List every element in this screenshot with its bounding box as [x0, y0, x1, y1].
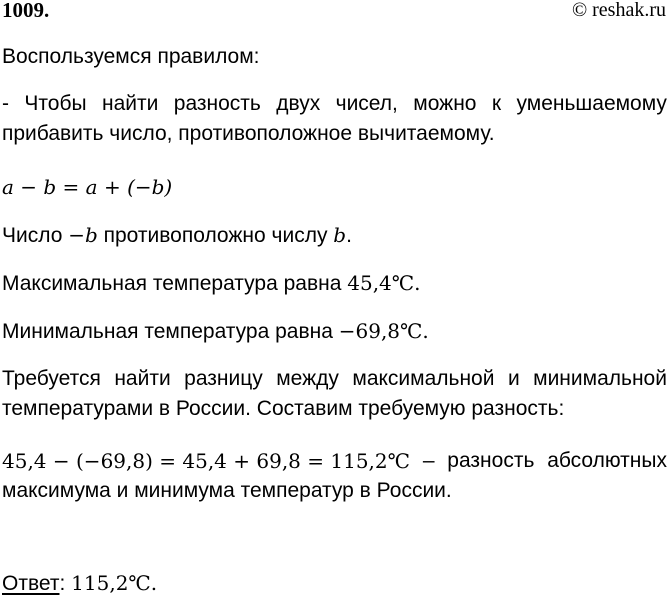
- rule-word: разность: [173, 92, 261, 115]
- opposite-var-neg-b: [68, 223, 98, 247]
- task-word: между: [276, 367, 339, 390]
- formula-text: a − b = a + (−b): [2, 175, 173, 199]
- opposite-middle: противоположно числу: [97, 224, 334, 247]
- intro-text: Воспользуемся правилом:: [2, 45, 260, 68]
- task-word: минимальной: [533, 367, 667, 390]
- calculation-dash: –: [422, 449, 435, 472]
- calculation-line-1: [2, 446, 667, 476]
- rule-word: -: [2, 92, 9, 115]
- rule-word: можно: [413, 92, 477, 115]
- opposite-var-b: [333, 223, 346, 247]
- task-word: Требуется: [2, 367, 101, 390]
- rule-word: Чтобы: [24, 92, 87, 115]
- rule-word: уменьшаемому: [516, 92, 667, 115]
- answer-value: 115,2℃.: [71, 571, 158, 595]
- site-watermark: © reshak.ru: [571, 0, 666, 21]
- calculation-word: разность: [447, 449, 535, 472]
- max-temperature-statement: [2, 268, 667, 299]
- min-temperature-statement: [2, 316, 667, 347]
- rule-word: найти: [102, 92, 159, 115]
- answer-label: Ответ: [2, 572, 60, 595]
- task-word: максимальной: [352, 367, 495, 390]
- task-word: разницу: [184, 367, 263, 390]
- rule-line-1: [2, 89, 667, 119]
- header: [2, 0, 666, 24]
- answer: [2, 568, 667, 599]
- opposite-number-statement: [2, 220, 667, 251]
- var-neg-b: −b: [68, 223, 98, 247]
- rule-word: двух: [276, 92, 321, 115]
- answer-colon: :: [59, 572, 72, 595]
- opposite-suffix: .: [346, 224, 352, 247]
- min-temp-value: −69,8℃.: [338, 319, 429, 343]
- calculation-expression: 45,4 − (−69,8) = 45,4 + 69,8 = 115,2℃: [2, 449, 411, 473]
- calculation-line-2: максимума и минимума температур в России.: [2, 479, 452, 502]
- task-word: и: [507, 367, 520, 390]
- opposite-prefix: Число: [2, 224, 69, 247]
- max-temp-text: Максимальная температура равна: [2, 272, 348, 295]
- var-b: b: [333, 223, 347, 247]
- rule-word: чисел,: [335, 92, 398, 115]
- rule-word: к: [491, 92, 502, 115]
- problem-number: 1009.: [2, 0, 50, 22]
- min-temp-text: Минимальная температура равна: [2, 320, 339, 343]
- subtraction-formula: [2, 172, 667, 202]
- calculation-word: абсолютных: [547, 449, 667, 472]
- rule-line-2: прибавить число, противоположное вычитаемому.: [2, 122, 495, 145]
- max-temp-value: 45,4℃.: [347, 271, 421, 295]
- task-word: найти: [114, 367, 171, 390]
- task-line-1: [2, 364, 667, 394]
- task-line-2: температурами в России. Составим требуемую разность:: [2, 397, 565, 420]
